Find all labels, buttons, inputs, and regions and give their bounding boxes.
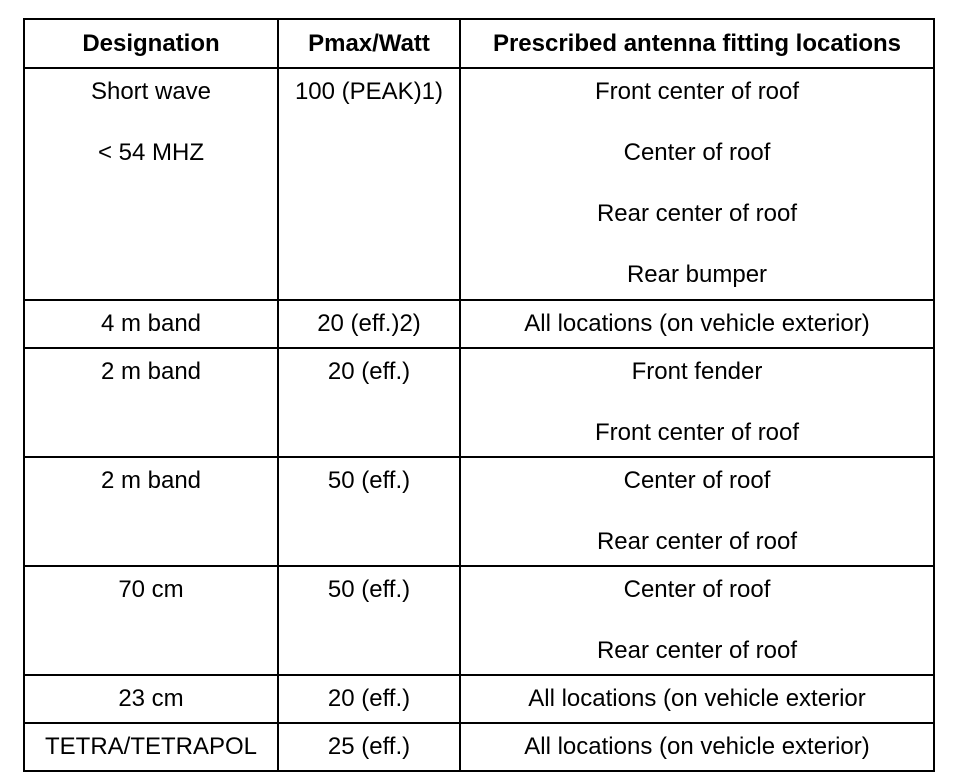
antenna-fitting-table bbox=[23, 18, 935, 772]
location-text: Front fender bbox=[631, 358, 763, 385]
pmax-cell bbox=[278, 68, 460, 300]
designation-text: TETRA/TETRAPOL bbox=[44, 733, 258, 760]
table-row bbox=[24, 723, 934, 771]
designation-cell bbox=[24, 457, 278, 566]
location-text: Rear center of roof bbox=[596, 637, 798, 664]
table-header bbox=[24, 19, 934, 68]
locations-cell bbox=[460, 723, 934, 771]
location-text: Rear center of roof bbox=[596, 200, 798, 227]
pmax-cell bbox=[278, 348, 460, 457]
designation-text: < 54 MHZ bbox=[97, 139, 205, 166]
designation-cell bbox=[24, 566, 278, 675]
pmax-text: 100 (PEAK)1) bbox=[294, 78, 444, 105]
location-text: Front center of roof bbox=[594, 419, 800, 446]
pmax-text: 50 (eff.) bbox=[327, 576, 411, 603]
designation-text: 70 cm bbox=[118, 576, 184, 603]
location-text: All locations (on vehicle exterior) bbox=[524, 733, 870, 760]
locations-cell bbox=[460, 68, 934, 300]
table-row bbox=[24, 566, 934, 675]
locations-cell bbox=[460, 457, 934, 566]
pmax-text: 20 (eff.)2) bbox=[317, 310, 421, 337]
locations-cell bbox=[460, 566, 934, 675]
designation-cell bbox=[24, 723, 278, 771]
table-row bbox=[24, 68, 934, 300]
table-row bbox=[24, 300, 934, 348]
location-text: Rear center of roof bbox=[596, 528, 798, 555]
pmax-text: 20 (eff.) bbox=[327, 358, 411, 385]
location-text: All locations (on vehicle exterior) bbox=[524, 310, 870, 337]
header-row bbox=[24, 19, 934, 68]
pmax-cell bbox=[278, 300, 460, 348]
locations-cell bbox=[460, 300, 934, 348]
pmax-text: 50 (eff.) bbox=[327, 467, 411, 494]
header-pmax: Pmax/Watt bbox=[278, 19, 460, 68]
pmax-cell bbox=[278, 723, 460, 771]
location-text: Center of roof bbox=[623, 139, 771, 166]
location-text: Front center of roof bbox=[594, 78, 800, 105]
location-text: Rear bumper bbox=[626, 261, 768, 288]
designation-text: 2 m band bbox=[100, 467, 202, 494]
designation-cell bbox=[24, 68, 278, 300]
table-row bbox=[24, 675, 934, 723]
designation-cell bbox=[24, 675, 278, 723]
location-text: Center of roof bbox=[623, 576, 771, 603]
locations-cell bbox=[460, 675, 934, 723]
table-row bbox=[24, 348, 934, 457]
designation-cell bbox=[24, 348, 278, 457]
designation-text: 4 m band bbox=[100, 310, 202, 337]
designation-text: Short wave bbox=[90, 78, 212, 105]
pmax-cell bbox=[278, 457, 460, 566]
designation-cell bbox=[24, 300, 278, 348]
table-row bbox=[24, 457, 934, 566]
locations-cell bbox=[460, 348, 934, 457]
location-text: All locations (on vehicle exterior bbox=[528, 685, 866, 712]
pmax-cell bbox=[278, 566, 460, 675]
pmax-text: 25 (eff.) bbox=[327, 733, 411, 760]
header-designation: Designation bbox=[24, 19, 278, 68]
pmax-cell bbox=[278, 675, 460, 723]
table-body bbox=[24, 68, 934, 771]
designation-text: 2 m band bbox=[100, 358, 202, 385]
header-locations: Prescribed antenna fitting locations bbox=[460, 19, 934, 68]
pmax-text: 20 (eff.) bbox=[327, 685, 411, 712]
designation-text: 23 cm bbox=[118, 685, 184, 712]
location-text: Center of roof bbox=[623, 467, 771, 494]
